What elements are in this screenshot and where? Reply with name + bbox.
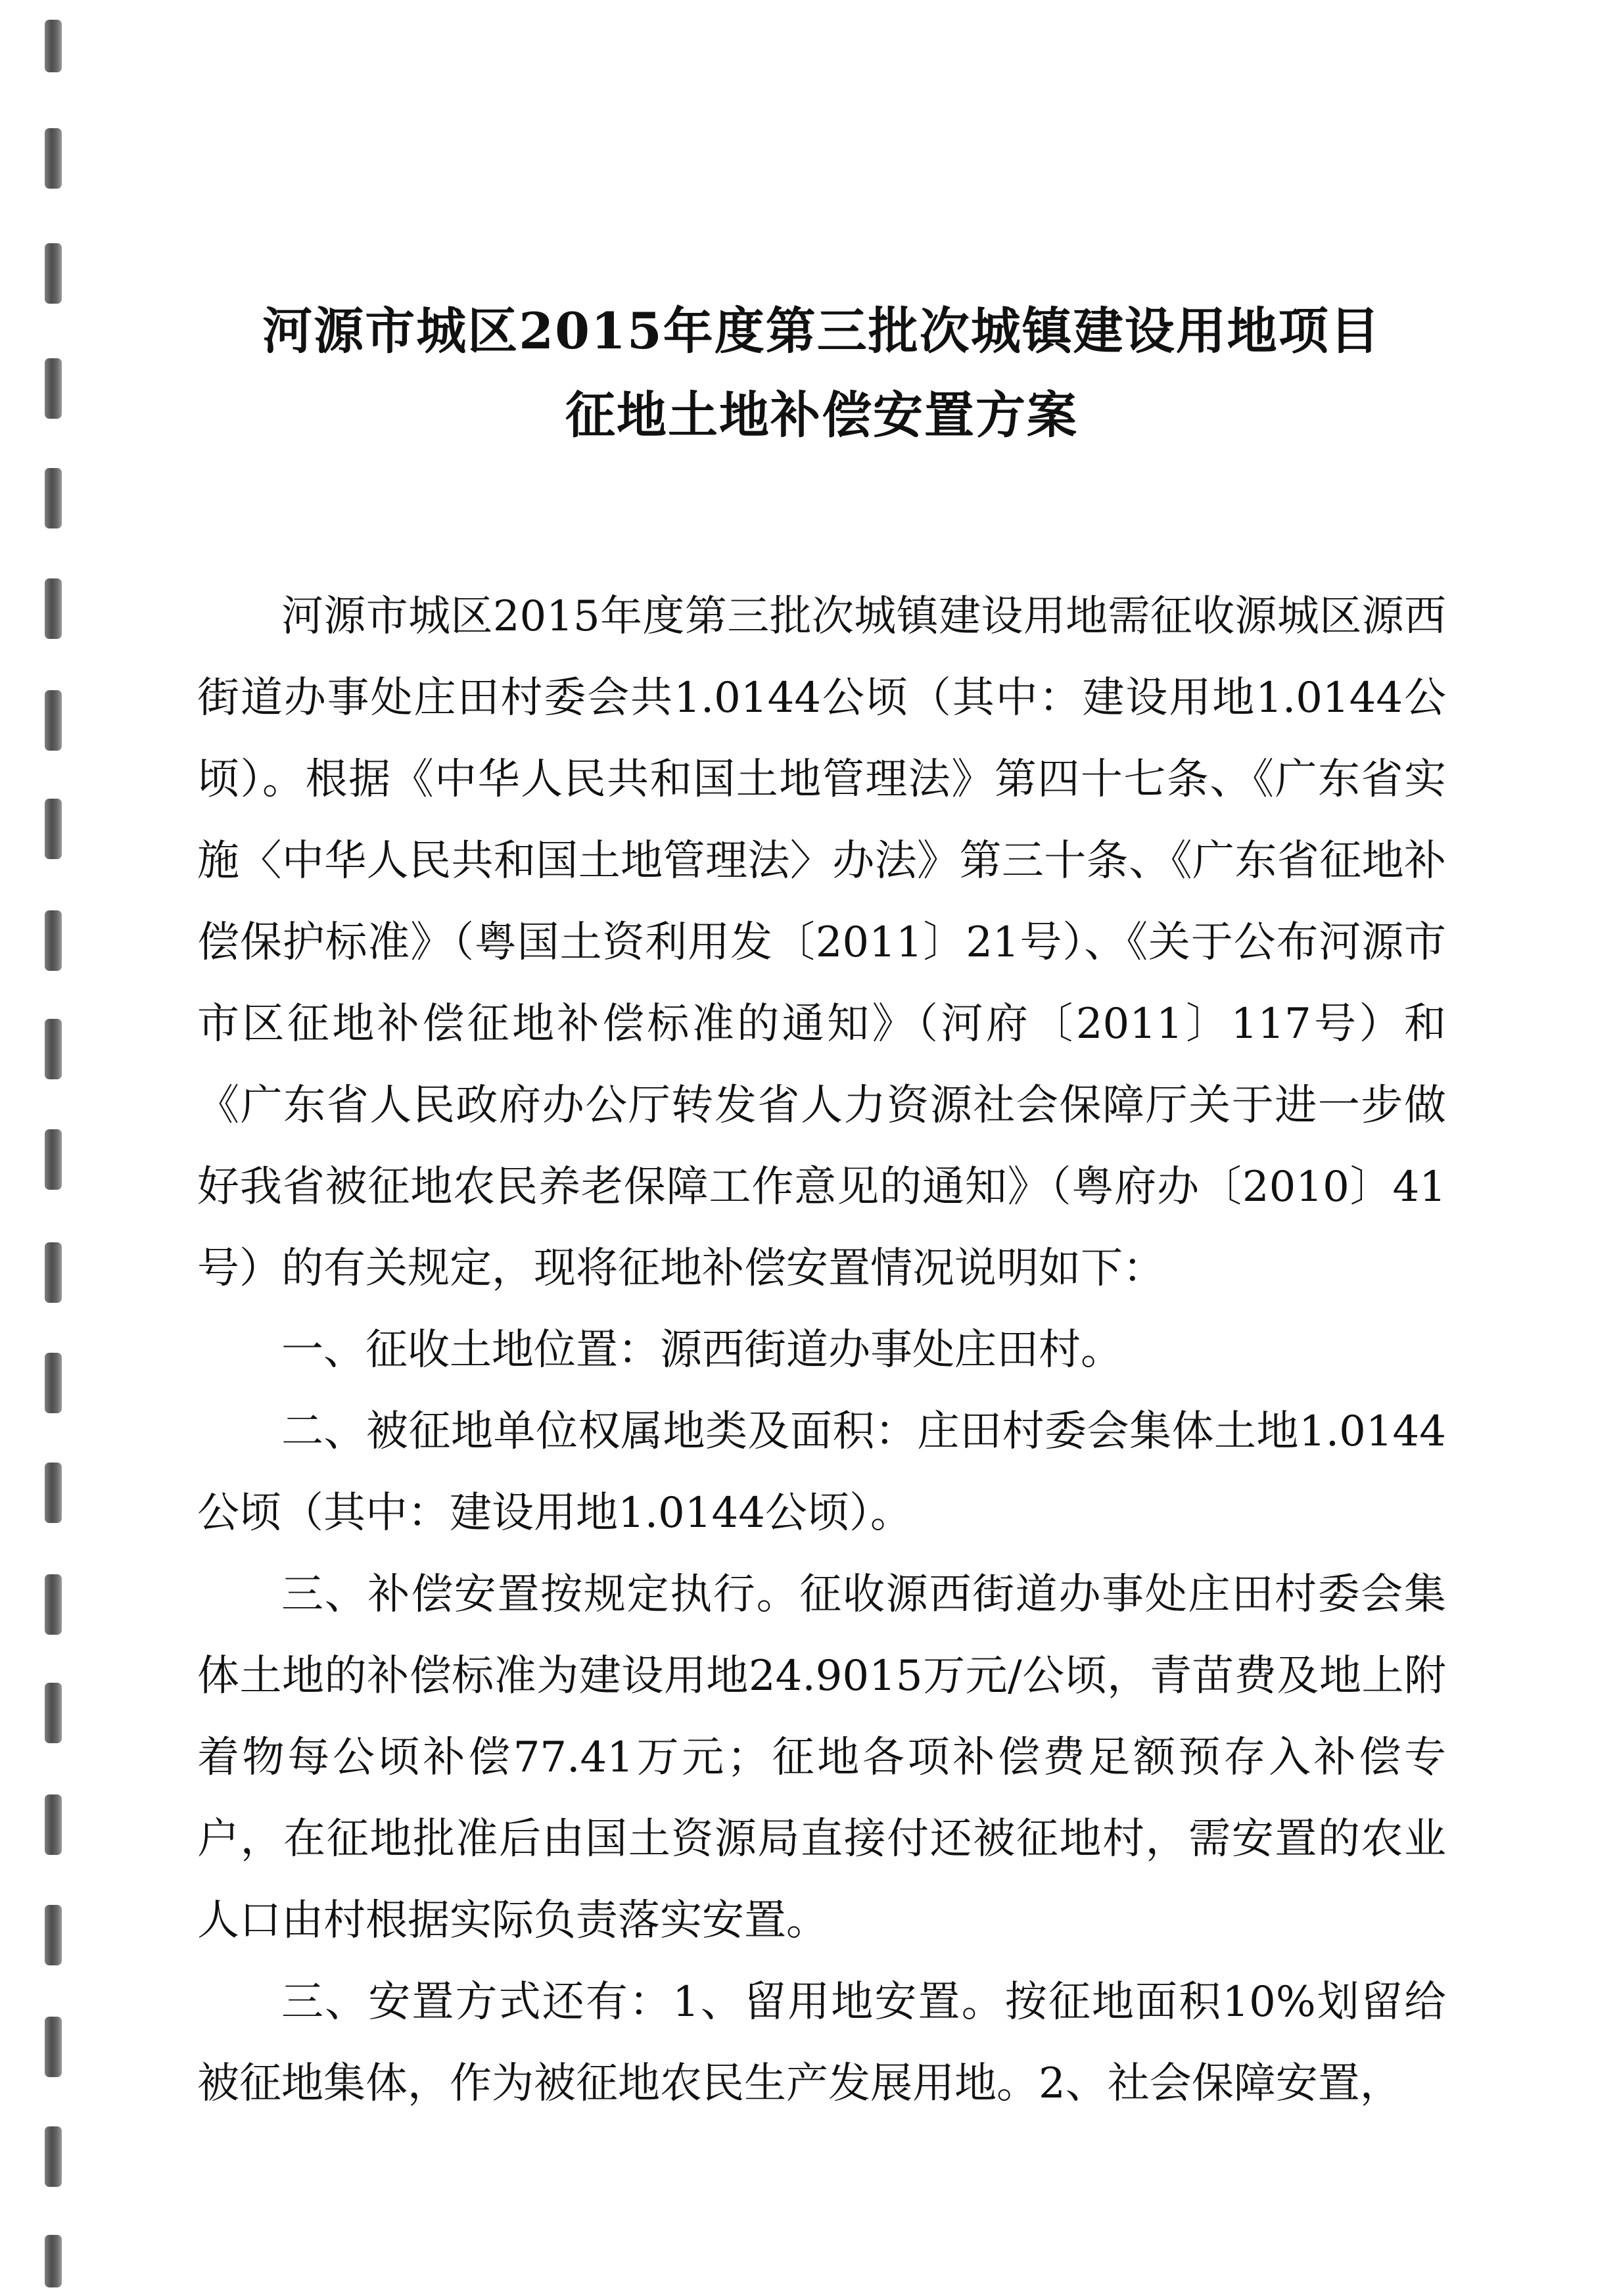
binding-hole: [45, 910, 62, 971]
title-line-2: 征地土地补偿安置方案: [565, 386, 1078, 444]
intro-paragraph: 河源市城区2015年度第三批次城镇建设用地需征收源城区源西街道办事处庄田村委会共1.0144公顷（其中：建设用地1.0144公顷）。根据《中华人民共和国土地管理法》第四十七条、《广东省实施〈中华人民共和国土地管理法〉办法》第三十条、《广东省征地补偿保护标准》（粤国土资利用发〔2011〕21号）、《关于公布河源市市区征地补偿征地补偿标准的通知》（河府〔2011〕117号）和《广东省人民政府办公厅转发省人力资源社会保障厅关于进一步做好我省被征地农民养老保障工作意见的通知》（粤府办〔2010〕41号）的有关规定，现将征地补偿安置情况说明如下：: [197, 592, 1446, 1293]
binding-hole: [45, 1794, 62, 1855]
binding-hole: [45, 578, 62, 639]
binding-hole: [45, 1574, 62, 1635]
section-compensation: 三、补偿安置按规定执行。征收源西街道办事处庄田村委会集体土地的补偿标准为建设用地24.9015万元/公顷，青苗费及地上附着物每公顷补偿77.41万元；征地各项补偿费足额预存入补偿专户，在征地批准后由国土资源局直接付还被征地村，需安置的农业人口由村根据实际负责落实安置。: [197, 1570, 1446, 1945]
title-line-1: 河源市城区2015年度第三批次城镇建设用地项目: [262, 302, 1381, 360]
binding-hole: [45, 1463, 62, 1523]
document-title: [197, 289, 1446, 457]
binding-hole: [45, 2126, 62, 2187]
binding-hole: [45, 358, 62, 419]
binding-hole: [45, 1683, 62, 1743]
section-resettlement-methods: 三、安置方式还有：1、留用地安置。按征地面积10%划留给被征地集体，作为被征地农民生产发展用地。2、社会保障安置，: [197, 1978, 1446, 2108]
document-body: [197, 576, 1446, 2124]
binding-hole: [45, 1019, 62, 1079]
document-page: [197, 289, 1446, 2124]
section-land-location: 一、征收土地位置：源西街道办事处庄田村。: [281, 1326, 1123, 1374]
binding-hole: [45, 799, 62, 859]
binding-hole: [45, 468, 62, 528]
binding-hole: [45, 1242, 62, 1303]
section-land-ownership-area: 二、被征地单位权属地类及面积：庄田村委会集体土地1.0144公顷（其中：建设用地1.0144公顷）。: [197, 1407, 1446, 1537]
binding-hole: [45, 2017, 62, 2077]
binding-hole: [45, 2235, 62, 2287]
binding-hole: [45, 1353, 62, 1413]
binding-hole: [45, 1129, 62, 1190]
binding-hole: [45, 20, 62, 72]
binding-hole: [45, 690, 62, 751]
binding-holes: [0, 0, 92, 2296]
binding-hole: [45, 1905, 62, 1965]
binding-hole: [45, 128, 62, 189]
binding-hole: [45, 243, 62, 304]
